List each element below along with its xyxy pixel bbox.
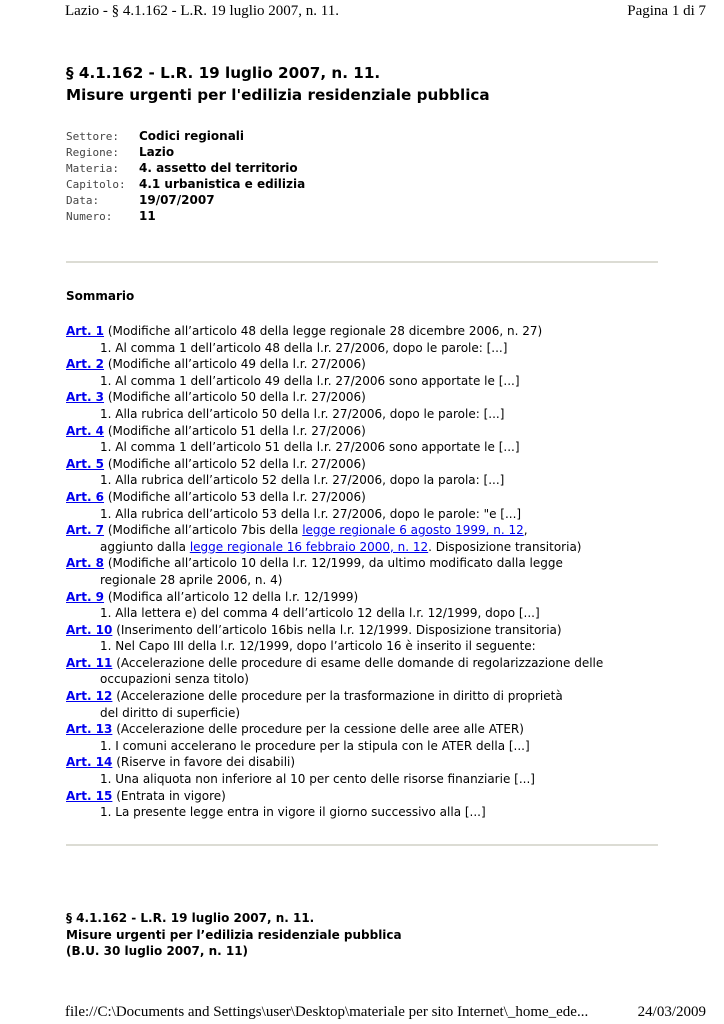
toc-subentry: 1. Una aliquota non inferiore al 10 per cento delle risorse finanziarie [...] bbox=[100, 772, 535, 787]
page-title bbox=[66, 62, 666, 106]
meta-key: Numero: bbox=[66, 210, 113, 223]
meta-value: 19/07/2007 bbox=[139, 193, 215, 207]
meta-key: Capitolo: bbox=[66, 178, 126, 191]
toc-link-art-4[interactable]: Art. 4 bbox=[66, 423, 105, 438]
page-title-line2: Misure urgenti per l'edilizia residenziale pubblica bbox=[66, 86, 490, 104]
print-header-page: Pagina 1 di 7 bbox=[627, 3, 706, 19]
print-header-title: Lazio - § 4.1.162 - L.R. 19 luglio 2007, n. 11. bbox=[65, 3, 339, 19]
toc-continuation: regionale 28 aprile 2006, n. 4) bbox=[100, 572, 283, 587]
meta-row-settore bbox=[66, 128, 666, 144]
toc-entry bbox=[66, 522, 662, 539]
toc-continuation: occupazioni senza titolo) bbox=[100, 672, 249, 687]
print-footer-date: 24/03/2009 bbox=[637, 1004, 706, 1020]
print-footer-path: file://C:\Documents and Settings\user\Desktop\materiale per sito Internet\_home_ede... bbox=[65, 1004, 589, 1020]
meta-row-capitolo bbox=[66, 176, 666, 192]
toc-entry bbox=[66, 788, 662, 805]
toc-entry bbox=[66, 721, 662, 738]
toc-link-art-12[interactable]: Art. 12 bbox=[66, 689, 113, 704]
toc-entry bbox=[66, 688, 662, 705]
toc-subentry: 1. Alla rubrica dell’articolo 53 della l.r. 27/2006, dopo le parole: "e [...] bbox=[100, 506, 522, 521]
divider bbox=[66, 844, 658, 846]
toc-subentry: 1. Alla lettera e) del comma 4 dell’articolo 12 della l.r. 12/1999, dopo [...] bbox=[100, 606, 540, 621]
toc-link-art-7[interactable]: Art. 7 bbox=[66, 523, 105, 538]
toc-link-art-8[interactable]: Art. 8 bbox=[66, 556, 105, 571]
toc-link-art-1[interactable]: Art. 1 bbox=[66, 324, 105, 338]
meta-key: Regione: bbox=[66, 146, 119, 159]
toc-desc: (Modifiche all’articolo 52 della l.r. 27/2006) bbox=[104, 456, 366, 471]
toc-link-art-3[interactable]: Art. 3 bbox=[66, 390, 105, 405]
toc-link-art-5[interactable]: Art. 5 bbox=[66, 456, 105, 471]
toc-desc: (Accelerazione delle procedure per la trasformazione in diritto di proprietà bbox=[112, 689, 563, 704]
toc-desc: (Modifiche all’articolo 50 della l.r. 27/2006) bbox=[104, 390, 366, 405]
toc-desc: (Modifiche all’articolo 53 della l.r. 27/2006) bbox=[104, 489, 366, 504]
meta-value: 11 bbox=[139, 209, 156, 223]
metadata-table bbox=[66, 128, 666, 224]
toc-desc: (Modifiche all’articolo 7bis della bbox=[104, 523, 303, 538]
law-heading-line2: Misure urgenti per l’edilizia residenziale pubblica bbox=[66, 927, 402, 942]
toc-entry bbox=[66, 589, 662, 606]
toc-desc: . Disposizione transitoria) bbox=[428, 539, 582, 554]
toc-desc: aggiunto dalla bbox=[100, 539, 190, 554]
toc-subentry: 1. Alla rubrica dell’articolo 50 della l.r. 27/2006, dopo le parole: [...] bbox=[100, 406, 505, 421]
law-heading-line3: (B.U. 30 luglio 2007, n. 11) bbox=[66, 944, 249, 958]
meta-key: Data: bbox=[66, 194, 100, 207]
meta-row-numero bbox=[66, 208, 666, 224]
sommario-heading: Sommario bbox=[66, 289, 135, 303]
toc-entry bbox=[66, 489, 662, 506]
toc-link-art-2[interactable]: Art. 2 bbox=[66, 357, 105, 372]
toc-link-art-14[interactable]: Art. 14 bbox=[66, 755, 113, 770]
meta-value: Lazio bbox=[139, 145, 175, 159]
print-header bbox=[65, 0, 706, 22]
toc-subentry: 1. Nel Capo III della l.r. 12/1999, dopo l’articolo 16 è inserito il seguente: bbox=[100, 639, 536, 654]
link-lr-16-febbraio-2000[interactable]: legge regionale 16 febbraio 2000, n. 12 bbox=[189, 539, 429, 554]
toc-link-art-10[interactable]: Art. 10 bbox=[66, 622, 113, 637]
toc-entry bbox=[66, 389, 662, 406]
toc-desc: (Entrata in vigore) bbox=[112, 788, 226, 803]
toc-entry bbox=[66, 356, 662, 373]
toc-desc: (Inserimento dell’articolo 16bis nella l.r. 12/1999. Disposizione transitoria) bbox=[112, 622, 562, 637]
toc-entry bbox=[66, 622, 662, 639]
toc-desc: (Modifiche all’articolo 51 della l.r. 27/2006) bbox=[104, 423, 366, 438]
table-of-contents bbox=[66, 323, 662, 821]
toc-continuation bbox=[66, 539, 662, 556]
toc-entry bbox=[66, 323, 662, 340]
toc-desc: (Modifiche all’articolo 49 della l.r. 27/2006) bbox=[104, 357, 366, 372]
toc-desc: (Modifica all’articolo 12 della l.r. 12/1999) bbox=[104, 589, 359, 604]
meta-row-materia bbox=[66, 160, 666, 176]
toc-entry bbox=[66, 655, 662, 672]
toc-subentry: 1. Alla rubrica dell’articolo 52 della l.r. 27/2006, dopo la parola: [...] bbox=[100, 473, 505, 488]
toc-link-art-13[interactable]: Art. 13 bbox=[66, 722, 113, 737]
divider bbox=[66, 261, 658, 263]
toc-link-art-15[interactable]: Art. 15 bbox=[66, 788, 113, 803]
toc-entry bbox=[66, 754, 662, 771]
law-heading bbox=[66, 910, 666, 960]
print-footer bbox=[65, 1001, 706, 1023]
toc-link-art-6[interactable]: Art. 6 bbox=[66, 489, 105, 504]
meta-value: 4.1 urbanistica e edilizia bbox=[139, 177, 306, 191]
toc-desc: (Accelerazione delle procedure per la cessione delle aree alle ATER) bbox=[112, 722, 524, 737]
toc-desc: (Accelerazione delle procedure di esame delle domande di regolarizzazione delle bbox=[112, 655, 604, 670]
toc-entry bbox=[66, 456, 662, 473]
toc-subentry: 1. I comuni accelerano le procedure per la stipula con le ATER della [...] bbox=[100, 738, 530, 753]
toc-entry bbox=[66, 555, 662, 572]
meta-value: Codici regionali bbox=[139, 129, 245, 143]
toc-subentry: 1. Al comma 1 dell’articolo 51 della l.r. 27/2006 sono apportate le [...] bbox=[100, 440, 520, 455]
toc-desc: (Modifiche all’articolo 10 della l.r. 12/1999, da ultimo modificato dalla legge bbox=[104, 556, 563, 571]
toc-desc: (Modifiche all’articolo 48 della legge regionale 28 dicembre 2006, n. 27) bbox=[104, 324, 543, 338]
meta-key: Settore: bbox=[66, 130, 119, 143]
link-lr-6-agosto-1999[interactable]: legge regionale 6 agosto 1999, n. 12 bbox=[302, 523, 524, 538]
toc-link-art-9[interactable]: Art. 9 bbox=[66, 589, 105, 604]
toc-subentry: 1. La presente legge entra in vigore il giorno successivo alla [...] bbox=[100, 805, 486, 820]
page-title-line1: § 4.1.162 - L.R. 19 luglio 2007, n. 11. bbox=[66, 64, 381, 82]
toc-subentry: 1. Al comma 1 dell’articolo 48 della l.r. 27/2006, dopo le parole: [...] bbox=[100, 340, 508, 355]
meta-value: 4. assetto del territorio bbox=[139, 161, 298, 175]
meta-row-regione bbox=[66, 144, 666, 160]
meta-key: Materia: bbox=[66, 162, 119, 175]
law-heading-line1: § 4.1.162 - L.R. 19 luglio 2007, n. 11. bbox=[66, 911, 315, 925]
toc-desc: , bbox=[523, 523, 528, 538]
toc-link-art-11[interactable]: Art. 11 bbox=[66, 655, 113, 670]
toc-continuation: del diritto di superficie) bbox=[100, 705, 241, 720]
toc-desc: (Riserve in favore dei disabili) bbox=[112, 755, 296, 770]
toc-entry bbox=[66, 423, 662, 440]
toc-subentry: 1. Al comma 1 dell’articolo 49 della l.r. 27/2006 sono apportate le [...] bbox=[100, 373, 520, 388]
meta-row-data bbox=[66, 192, 666, 208]
